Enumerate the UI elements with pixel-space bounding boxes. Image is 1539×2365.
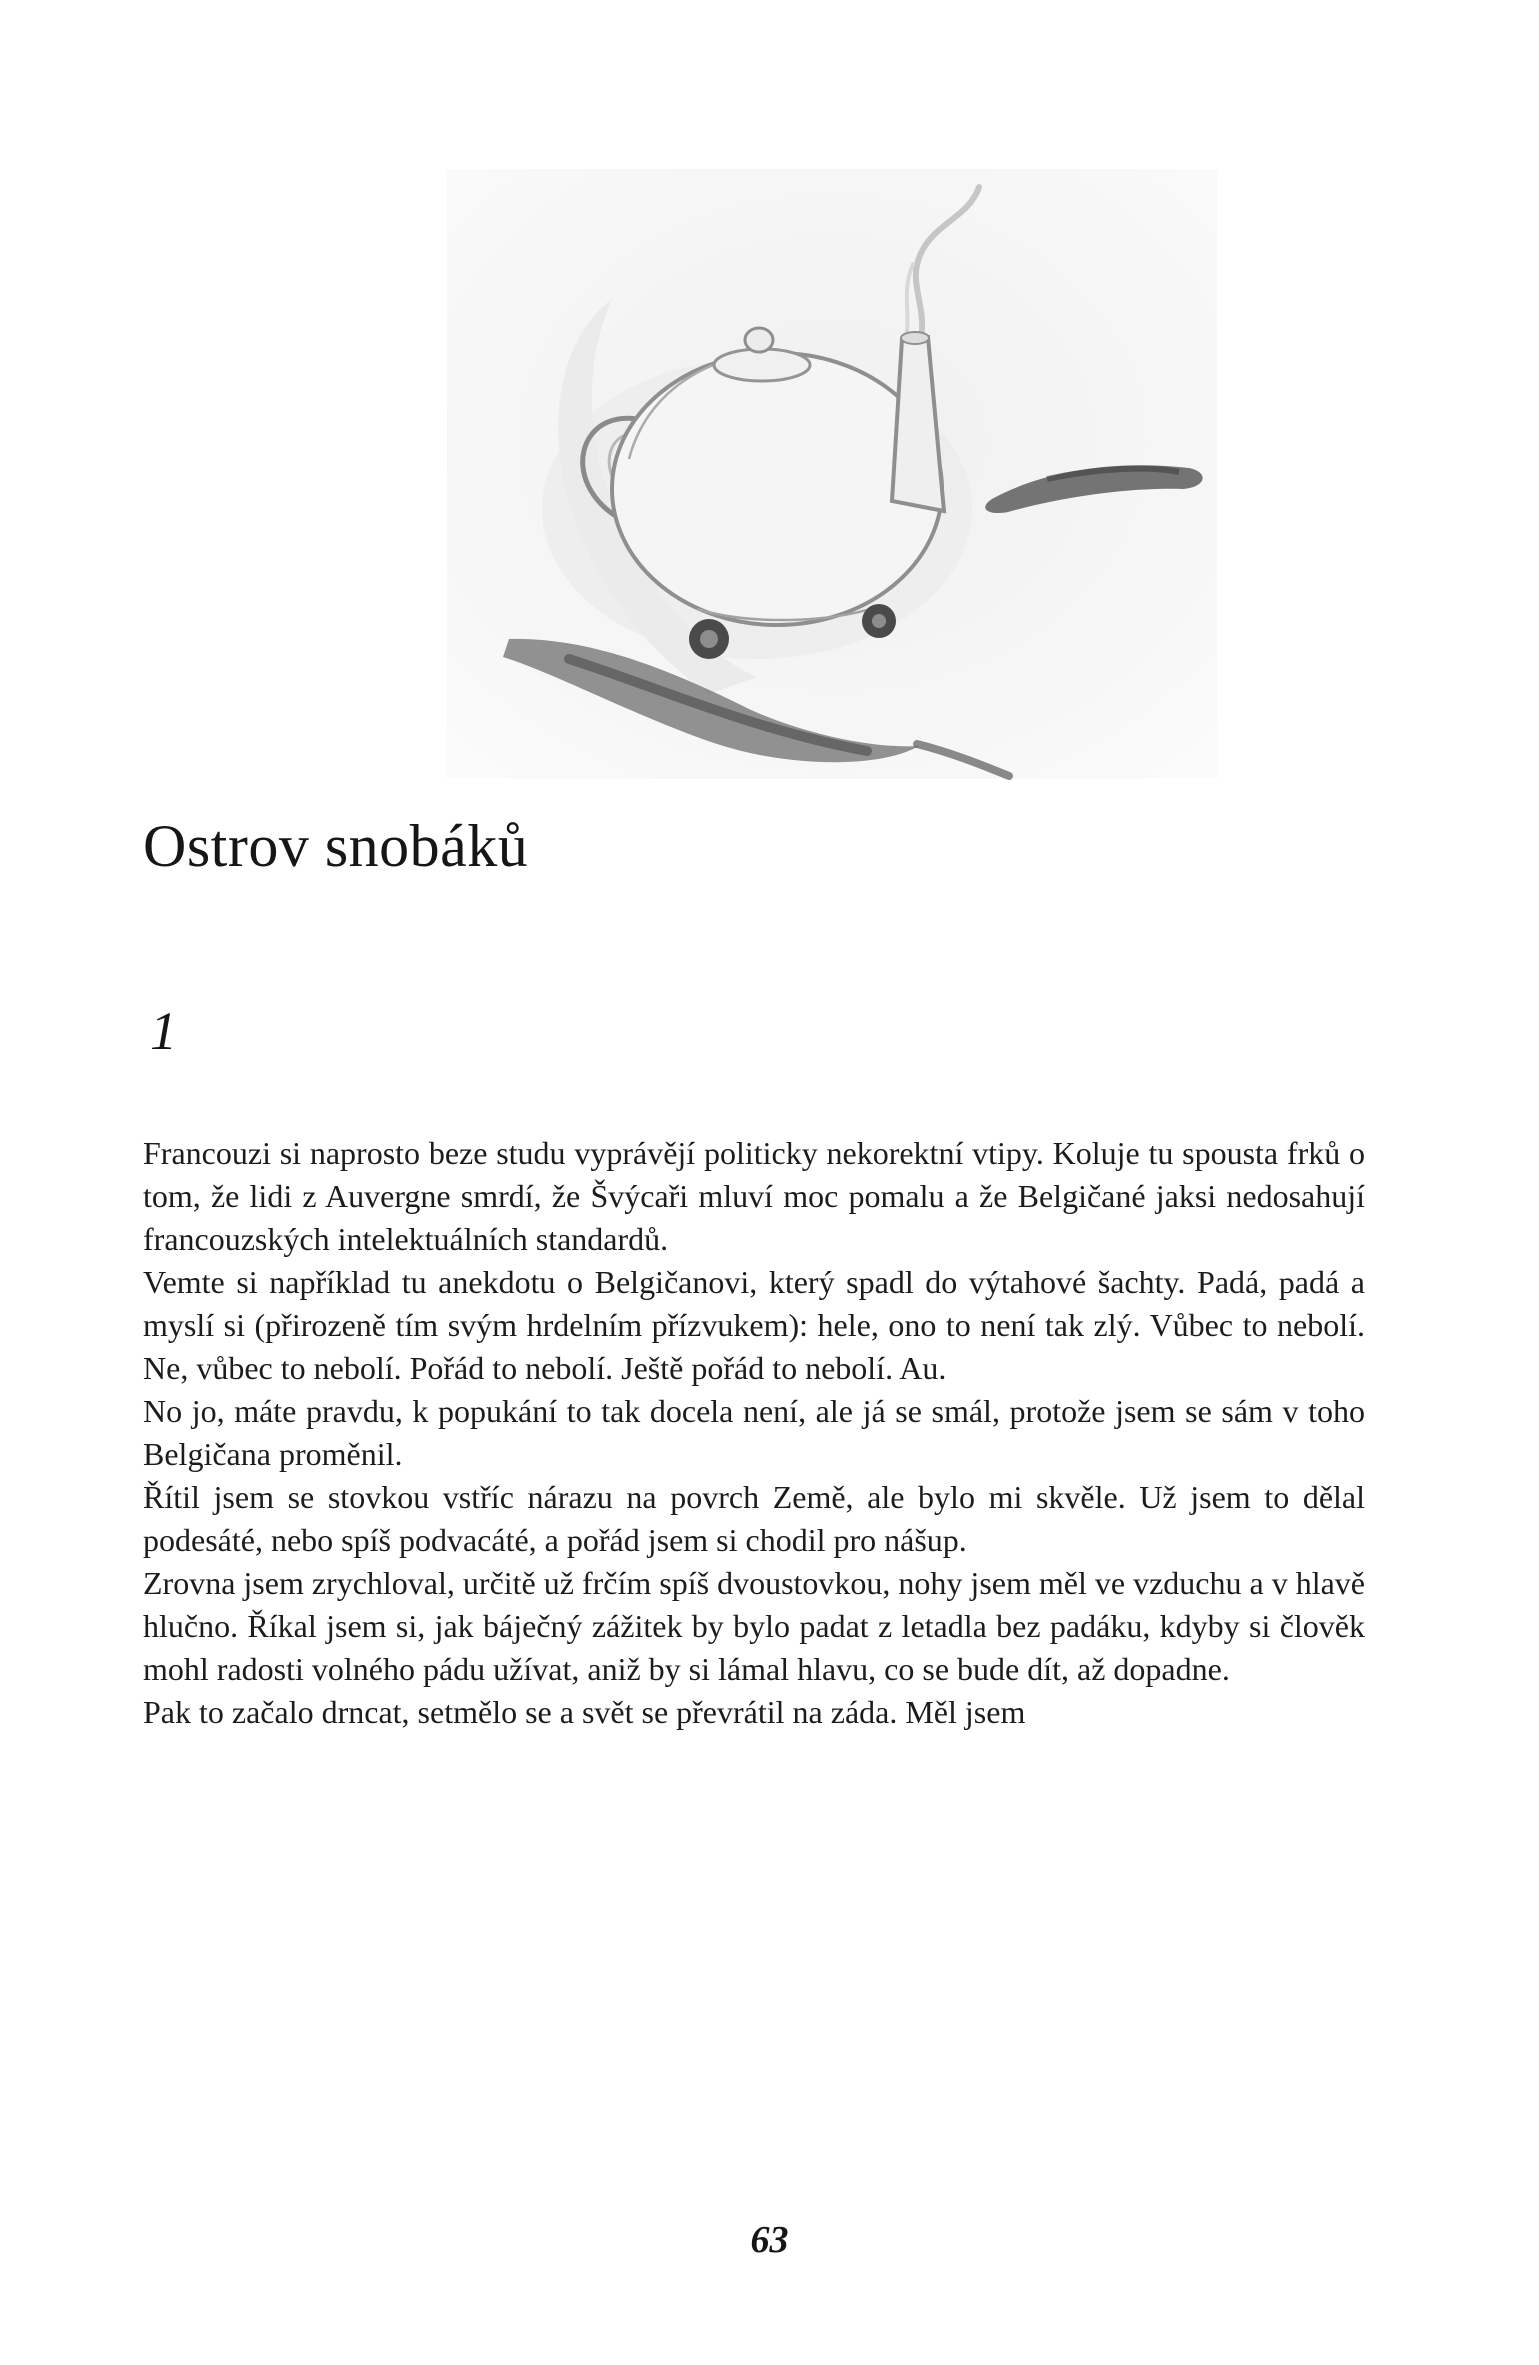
paragraph-1: Francouzi si naprosto beze studu vyprávějí politicky nekorektní vtipy. Koluje tu spousta frků o tom, že lidi z Auvergne smrdí, že Švýcaři mluví moc pomalu a že Belgičané jaksi nedosahují francouzských intelektuálních standardů. [143,1135,1365,1257]
paragraph-3: No jo, máte pravdu, k popukání to tak docela není, ale já se smál, protože jsem se sám v toho Belgičana proměnil. [143,1393,1365,1472]
paragraph-6: Pak to začalo drncat, setmělo se a svět se převrátil na záda. Měl jsem [143,1694,1026,1730]
paragraph-5: Zrovna jsem zrychloval, určitě už frčím spíš dvoustovkou, nohy jsem měl ve vzduchu a v hlavě hlučno. Říkal jsem si, jak báječný zážitek by bylo padat z letadla bez padáku, kdyby si člověk mohl radosti volného pádu užívat, aniž by si lámal hlavu, co se bude dít, až dopadne. [143,1565,1365,1687]
page-number: 63 [750,2219,789,2261]
paragraph-4: Řítil jsem se stovkou vstříc nárazu na povrch Země, ale bylo mi skvěle. Už jsem to dělal podesáté, nebo spíš podvacáté, a pořád jsem si chodil pro nášup. [143,1479,1365,1558]
section-number: 1 [150,1001,177,1061]
paragraph-2: Vemte si například tu anekdotu o Belgičanovi, který spadl do výtahové šachty. Padá, padá a myslí si (přirozeně tím svým hrdelním přízvukem): hele, ono to není tak zlý. Vůbec to nebolí. Ne, vůbec to nebolí. Pořád to nebolí. Ještě pořád to nebolí. Au. [143,1264,1365,1386]
teapot-sketch-svg [447,168,1217,780]
body-text [143,1132,1365,1734]
chapter-title: Ostrov snobáků [143,813,529,879]
teapot-illustration [447,168,1217,780]
